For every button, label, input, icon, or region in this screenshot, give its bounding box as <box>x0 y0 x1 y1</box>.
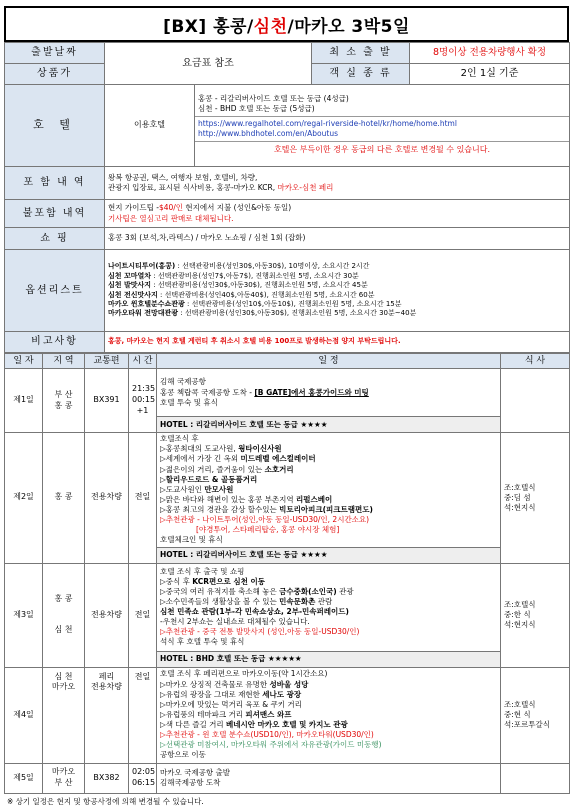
product-price-label: 상품가 <box>5 64 105 85</box>
day-time: 전일 <box>129 433 157 563</box>
options-list <box>105 250 570 332</box>
excluded-text <box>105 200 570 228</box>
hotel-notice: 호텔은 부득이한 경우 동급의 다른 호텔로 변경될 수 있습니다. <box>273 145 491 155</box>
day-region: 마카오 부 산 <box>43 763 85 793</box>
col-region: 지 역 <box>43 354 85 369</box>
hotel-sub-label: 이용호텔 <box>105 85 195 167</box>
day-itinerary: 호텔조식 후 ▷홍콩최대의 도교사원, 웡타이신사원 ▷세계에서 가장 긴 옥외 미드레벨 에스컬레이터 ▷젊은이의 거리, 즐거움이 있는 소호거리 ▷할리우드로드 & 골동품거리 ▷도교사원인 만모사원 ▷맑은 바다와 해변이 있는 홍콩 부촌지역 리펄스베이 ▷홍콩 최고의 경관을 감상 할수있는 빅토리아피크(피크트램편도) ▷추천관광 - 나이트투어(성인,아동 동일-USD30/인, 2시간소요) [야경투어, 스타페리탑승, 홍콩 야시장 체험] 호텔체크인 및 휴식 <box>157 433 501 547</box>
day-time: 전일 <box>129 667 157 763</box>
page-title <box>4 6 569 42</box>
day-time: 21:35 00:15 +1 <box>129 369 157 433</box>
shopping-label: 쇼 핑 <box>5 228 105 250</box>
day-transport: 전용차량 <box>85 433 129 563</box>
day-label: 제1일 <box>5 369 43 433</box>
day-label: 제4일 <box>5 667 43 763</box>
option-item: 심천 전신맛사지 : 선택관광비용(성인40$,아동40$), 진행최소인원 5명, 소요시간 60분 <box>108 290 375 299</box>
option-item: 심천 발맛사지 : 선택관광비용(성인30$,아동30$), 진행최소인원 5명, 소요시간 45분 <box>108 281 368 290</box>
hotel-line-shenzhen: 심천 - BHD 호텔 또는 동급 (5성급) <box>198 103 315 113</box>
col-itinerary: 일 정 <box>157 354 501 369</box>
col-transport: 교통편 <box>85 354 129 369</box>
hotel-label: 호 텔 <box>5 85 105 167</box>
day-itinerary: 마카오 국제공항 출발 김해국제공항 도착 <box>157 763 501 793</box>
day-transport: BX391 <box>85 369 129 433</box>
day-meal <box>501 763 570 793</box>
title-prefix: [BX] 홍콩/ <box>163 16 254 37</box>
recommended-tour-detail: [야경투어, 스타페리탑승, 홍콩 야시장 체험] <box>196 525 340 535</box>
hotel-url-regal[interactable]: https://www.regalhotel.com/regal-riverside-hotel/kr/home/home.html <box>198 119 457 129</box>
departure-label: 출발날짜 <box>5 43 105 64</box>
option-item: 마카오타워 전망대관광 : 선택관광비용(성인30$,아동30$), 진행최소인원 5명, 소요시간 30분~40분 <box>108 309 417 318</box>
schedule-table <box>4 353 570 794</box>
included-text <box>105 167 570 200</box>
day-itinerary: 호텔 조식 후 출국 및 쇼핑 ▷중식 후 KCR편으로 심천 이동 ▷중국의 여러 유적지를 축소해 놓은 금수중화(소인국) 관광 ▷소수민족들의 생활상을 볼 수 있는 민속문화촌 관람 심천 민족쇼 관람(1부-각 민속쇼상쇼, 2부-민속퍼레이드) -우천시 2부쇼는 실내쇼로 대체될수 있습니다. ▷추천관광 - 중국 전통 발맛사지 (성인,아동 동일-USD30/인) 석식 후 호텔 투숙 및 휴식 <box>157 563 501 651</box>
option-item: 심천 꼬마열차 : 선택관광비용(성인7$,아동7$), 진행최소인원 5명, 소요시간 30분 <box>108 271 359 280</box>
day-label: 제2일 <box>5 433 43 563</box>
day-row <box>5 763 570 793</box>
title-suffix: /마카오 3박5일 <box>287 16 410 37</box>
free-tour-note: ▷선택관광 미참여시, 마카오타워 주위에서 자유관광(가이드 미동행) <box>160 740 382 750</box>
day-meal <box>501 369 570 433</box>
remarks-text: 홍콩, 마카오는 현지 호텔 게런티 후 취소시 호텔 비용 100프로 발생하는점 양지 부탁드립니다. <box>105 332 570 353</box>
hotel-line-hongkong: 홍콩 - 리갈리버사이드 호텔 또는 동급 (4성급) <box>198 93 349 103</box>
included-ferry: 마카오-심천 페리 <box>277 183 334 192</box>
min-departure-value: 8명이상 전용차량행사 확정 <box>410 43 570 64</box>
col-meal: 식 사 <box>501 354 570 369</box>
option-item: 나이트시티투어(홍콩) : 선택관광비용(성인30$,아동30$), 10명이상, 소요시간 2시간 <box>108 262 370 271</box>
excluded-label: 불포함 내역 <box>5 200 105 228</box>
day-itinerary: 호텔 조식 후 페리편으로 마카오이동(약 1시간소요) ▷마카오 상징적 건축물로 유명한 성바울 성당 ▷유럽의 광장을 그대로 재현한 세나도 광장 ▷마카오에 맛있는 먹거리 육포 & 쿠키 거리 ▷유럽풍의 테마파크 거리 피셔맨스 와프 ▷색 다른 즐길 거리 베네시안 마카오 호텔 및 카지노 관광 ▷추천관광 - 윈 호텔 분수쇼(USD10/인), 마카오타워(USD30/인) ▷선택관광 미참여시, 마카오타워 주위에서 자유관광(가이드 미동행) 공항으로 이동 <box>157 667 501 763</box>
shopping-text: 홍콩 3회 (보석,차,라텍스) / 마카오 노쇼핑 / 심천 1회 (잡화) <box>105 228 570 250</box>
col-day: 일 자 <box>5 354 43 369</box>
day-region: 홍 콩 심 천 <box>43 563 85 667</box>
hotel-url-bhd[interactable]: http://www.bhdhotel.com/en/Aboutus <box>198 129 338 139</box>
included-label: 포 함 내 역 <box>5 167 105 200</box>
excluded-tip: 현지 가이드팁 - <box>108 203 159 213</box>
day-transport: BX382 <box>85 763 129 793</box>
hotel-details <box>195 85 570 167</box>
recommended-tour: ▷추천관광 - 윈 호텔 분수쇼(USD10/인), 마카오타워(USD30/인) <box>160 730 374 740</box>
included-line1: 왕복 항공권, 택스, 여행자 보험, 호텔비, 차량, <box>108 172 258 182</box>
day-meal: 조:호텔식 중:현 식 석:포르투갈식 <box>501 667 570 763</box>
footer-note: ※ 상기 일정은 현지 및 항공사정에 의해 변경될 수 있습니다. <box>7 796 204 806</box>
col-time: 시 간 <box>129 354 157 369</box>
day-region: 홍 콩 <box>43 433 85 563</box>
day-meal: 조:호텔식 중:딤 섬 석:현지식 <box>501 433 570 563</box>
day-hotel: HOTEL : BHD 호텔 또는 동급 ★★★★★ <box>157 651 501 667</box>
remarks-label: 비고사항 <box>5 332 105 353</box>
day-region: 부 산 홍 콩 <box>43 369 85 433</box>
options-label: 옵션리스트 <box>5 250 105 332</box>
recommended-tour: ▷추천관광 - 나이트투어(성인,아동 동일-USD30/인, 2시간소요) <box>160 515 370 525</box>
day-itinerary: 김해 국제공항 홍콩 첵랍콕 국제공항 도착 - [B GATE]에서 홍콩가이드와 미팅 호텔 투숙 및 휴식 <box>157 369 501 417</box>
day-label: 제3일 <box>5 563 43 667</box>
day-transport: 페리 전용차량 <box>85 667 129 763</box>
included-line2: 관광지 입장료, 표시된 식사비용, 홍콩-마카오 KCR, <box>108 183 278 192</box>
day-hotel: HOTEL : 리갈리버사이드 호텔 또는 동급 ★★★★ <box>157 547 501 563</box>
day-hotel: HOTEL : 리갈리버사이드 호텔 또는 동급 ★★★★ <box>157 417 501 433</box>
excluded-driver-tip: 기사팁은 열심고리 판매로 대체됩니다. <box>108 213 234 223</box>
day-meal: 조:호텔식 중:한 식 석:현지식 <box>501 563 570 667</box>
summary-table <box>4 42 570 353</box>
day-label: 제5일 <box>5 763 43 793</box>
day-row <box>5 667 570 763</box>
excluded-tip-note: 현지에서 지불 (성인&아동 동일) <box>183 203 292 213</box>
room-type-label: 객 실 종 류 <box>312 64 410 85</box>
min-departure-label: 최 소 출 발 <box>312 43 410 64</box>
day-time: 전일 <box>129 563 157 667</box>
recommended-tour: ▷추천관광 - 중국 전통 발맛사지 (성인,아동 동일-USD30/인) <box>160 627 360 637</box>
day-region: 심 천 마카오 <box>43 667 85 763</box>
day-row <box>5 433 570 547</box>
option-item: 마카오 윈호텔분수쇼관광 : 선택관광비용(성인10$,아동10$), 진행최소인원 5명, 소요시간 15분 <box>108 299 402 308</box>
title-highlight: 심천 <box>253 16 288 37</box>
day-time: 02:05 06:15 <box>129 763 157 793</box>
excluded-tip-amount: $40/인 <box>158 203 184 213</box>
day-row <box>5 369 570 417</box>
day-row <box>5 563 570 651</box>
day-transport: 전용차량 <box>85 563 129 667</box>
fare-reference: 요금표 참조 <box>105 43 312 85</box>
room-type-value: 2인 1실 기준 <box>410 64 570 85</box>
